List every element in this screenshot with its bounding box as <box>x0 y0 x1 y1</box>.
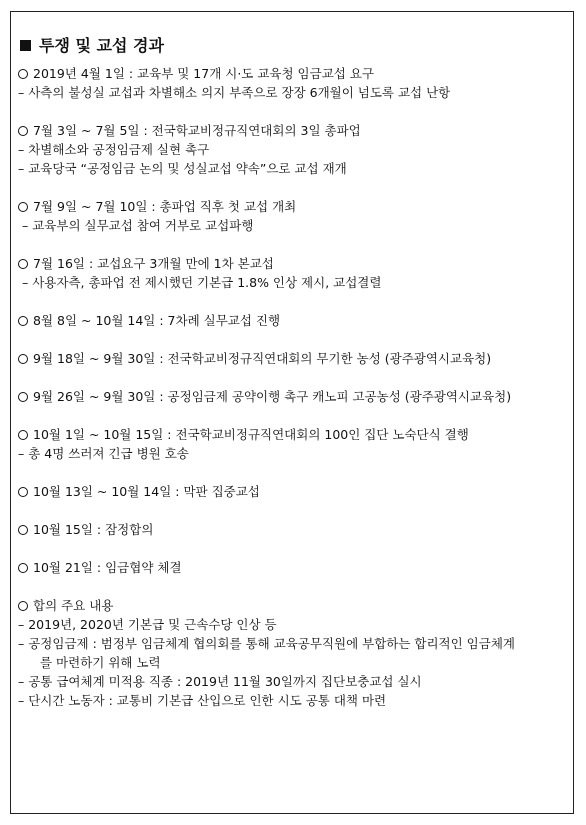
circle-bullet-icon <box>18 316 28 326</box>
entry-detail: – 교육당국 “공정임금 논의 및 성실교섭 약속”으로 교섭 재개 <box>18 161 347 176</box>
circle-bullet-icon <box>18 563 28 573</box>
circle-bullet-icon <box>18 525 28 535</box>
entry-head <box>18 197 570 216</box>
circle-bullet-icon <box>18 601 28 611</box>
entry-detail: – 총 4명 쓰러져 긴급 병원 호송 <box>18 446 189 461</box>
entry-head <box>18 482 570 501</box>
entry-head-text: 2019년 4월 1일 : 교육부 및 17개 시·도 교육청 임금교섭 요구 <box>33 66 374 81</box>
black-square-icon <box>20 40 31 51</box>
circle-bullet-icon <box>18 430 28 440</box>
entry-head <box>18 121 570 140</box>
entry-detail: – 차별해소와 공정임금제 실현 촉구 <box>18 142 210 157</box>
timeline-entry <box>18 121 570 178</box>
agreement-point-continuation: 를 마련하기 위해 노력 <box>40 655 161 670</box>
entry-head-text: 7월 9일 ~ 7월 10일 : 총파업 직후 첫 교섭 개최 <box>33 199 297 214</box>
entry-head <box>18 387 570 406</box>
entry-head <box>18 425 570 444</box>
agreement-point: – 공통 급여체계 미적용 직종 : 2019년 11월 30일까지 집단보충교섭 실시 <box>18 674 422 689</box>
entry-head-text: 10월 13일 ~ 10월 14일 : 막판 집중교섭 <box>33 484 260 499</box>
entry-head-text: 7월 3일 ~ 7월 5일 : 전국학교비정규직연대회의 3일 총파업 <box>33 123 361 138</box>
section-title <box>20 33 164 56</box>
entry-detail: – 사측의 불성실 교섭과 차별해소 의지 부족으로 장장 6개월이 넘도록 교섭 난항 <box>18 85 451 100</box>
entry-head-text: 10월 15일 : 잠정합의 <box>33 522 154 537</box>
entry-head <box>18 254 570 273</box>
entry-head-text: 7월 16일 : 교섭요구 3개월 만에 1차 본교섭 <box>33 256 274 271</box>
timeline-entry <box>18 311 570 330</box>
timeline-entry <box>18 425 570 463</box>
timeline-entry <box>18 520 570 539</box>
entry-head <box>18 349 570 368</box>
timeline-entry <box>18 197 570 235</box>
entry-head-text: 9월 26일 ~ 9월 30일 : 공정임금제 공약이행 촉구 캐노피 고공농성 (광주광역시교육청) <box>33 389 512 404</box>
timeline-entry <box>18 387 570 406</box>
timeline-entry <box>18 558 570 577</box>
section-title-text: 투쟁 및 교섭 경과 <box>39 36 164 55</box>
entry-detail: – 교육부의 실무교섭 참여 거부로 교섭파행 <box>22 218 254 233</box>
entry-head-text: 10월 1일 ~ 10월 15일 : 전국학교비정규직연대회의 100인 집단 노숙단식 결행 <box>33 427 469 442</box>
entry-head <box>18 311 570 330</box>
agreement-point: – 단시간 노동자 : 교통비 기본급 산입으로 인한 시도 공통 대책 마련 <box>18 693 387 708</box>
timeline-entry <box>18 349 570 368</box>
timeline-entry <box>18 64 570 102</box>
entry-head-text: 8월 8일 ~ 10월 14일 : 7차례 실무교섭 진행 <box>33 313 281 328</box>
timeline-entry <box>18 482 570 501</box>
entry-head <box>18 520 570 539</box>
entry-head <box>18 64 570 83</box>
circle-bullet-icon <box>18 69 28 79</box>
circle-bullet-icon <box>18 354 28 364</box>
timeline-entry <box>18 254 570 292</box>
agreement-head-text: 합의 주요 내용 <box>33 598 114 613</box>
entry-head-text: 10월 21일 : 임금협약 체결 <box>33 560 182 575</box>
circle-bullet-icon <box>18 202 28 212</box>
circle-bullet-icon <box>18 392 28 402</box>
agreement-summary <box>18 596 570 710</box>
agreement-head <box>18 596 570 615</box>
circle-bullet-icon <box>18 487 28 497</box>
agreement-point: – 2019년, 2020년 기본급 및 근속수당 인상 등 <box>18 617 277 632</box>
entry-detail: – 사용자측, 총파업 전 제시했던 기본급 1.8% 인상 제시, 교섭결렬 <box>22 275 382 290</box>
entry-head <box>18 558 570 577</box>
circle-bullet-icon <box>18 126 28 136</box>
circle-bullet-icon <box>18 259 28 269</box>
entry-head-text: 9월 18일 ~ 9월 30일 : 전국학교비정규직연대회의 무기한 농성 (광주광역시교육청) <box>33 351 492 366</box>
agreement-point: – 공정임금제 : 범정부 임금체계 협의회를 통해 교육공무직원에 부합하는 합리적인 임금체계 <box>18 636 515 651</box>
timeline <box>18 64 570 729</box>
